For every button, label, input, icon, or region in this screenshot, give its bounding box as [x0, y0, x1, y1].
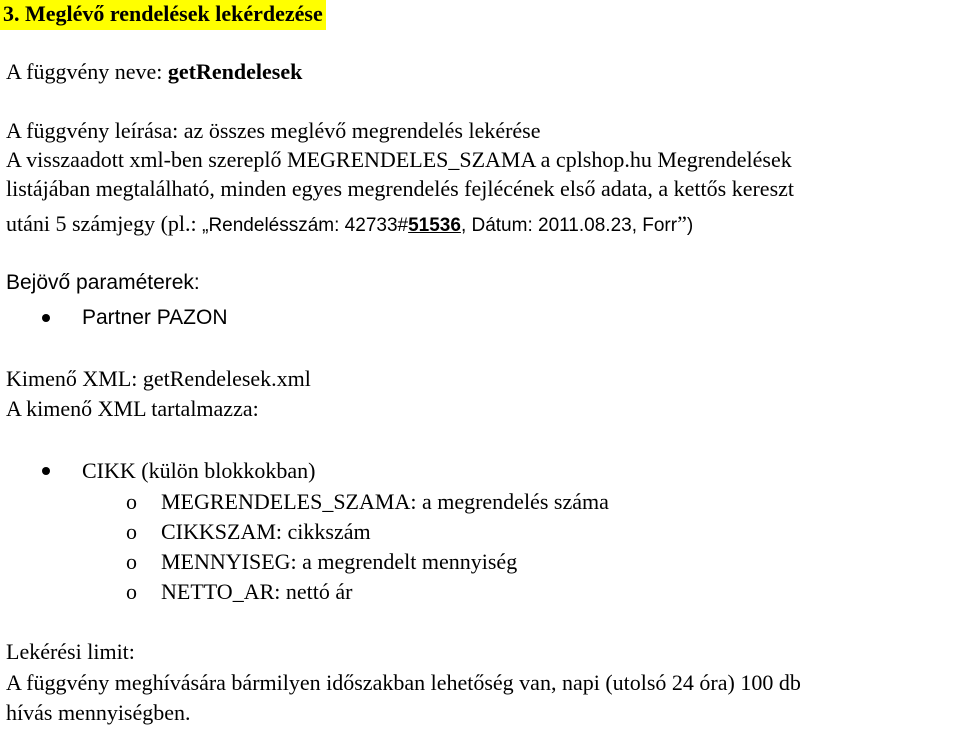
limit-label: Lekérési limit:: [6, 639, 135, 664]
sub-bullet-icon: o: [126, 519, 137, 544]
example-prefix: „Rendelésszám: 42733#: [202, 215, 409, 236]
example-order-number: 51536: [408, 215, 461, 236]
example-close-quote: ”: [677, 211, 687, 236]
returned-line-1: A visszaadott xml-ben szereplő MEGRENDELES_SZAMA a cplshop.hu Megrendelések: [6, 147, 792, 172]
input-params-label: Bejövő paraméterek:: [6, 271, 200, 294]
returned-line-3-text: utáni 5 számjegy (pl.:: [6, 211, 203, 236]
sub-bullet-icon: o: [126, 579, 137, 604]
cikk-label: CIKK (külön blokkokban): [82, 458, 316, 483]
section-heading: 3. Meglévő rendelések lekérdezése: [0, 0, 326, 30]
returned-line-3: [6, 210, 693, 240]
example-close-paren: ): [686, 215, 694, 236]
function-name-line: [6, 58, 302, 86]
sub-bullet-icon: o: [126, 489, 137, 514]
limit-line-1: A függvény meghívására bármilyen időszakban lehetőség van, napi (utolsó 24 óra) 100 db: [6, 670, 801, 695]
output-contains-line: A kimenő XML tartalmazza:: [6, 396, 259, 421]
bullet-icon: [42, 314, 50, 322]
cikk-field: NETTO_AR: nettó ár: [161, 579, 353, 604]
cikk-field: CIKKSZAM: cikkszám: [161, 519, 371, 544]
function-description: A függvény leírása: az összes meglévő megrendelés lekérése: [6, 118, 541, 143]
function-name-value: getRendelesek: [167, 59, 303, 84]
input-param-item: Partner PAZON: [82, 306, 228, 329]
cikk-field: MEGRENDELES_SZAMA: a megrendelés száma: [161, 489, 609, 514]
sub-bullet-icon: o: [126, 549, 137, 574]
output-xml-line: Kimenő XML: getRendelesek.xml: [6, 366, 311, 391]
cikk-field: MENNYISEG: a megrendelt mennyiség: [161, 549, 518, 574]
example-suffix: , Dátum: 2011.08.23, Forr: [460, 215, 678, 236]
returned-line-2: listájában megtalálható, minden egyes megrendelés fejlécének első adata, a kettős kereszt: [6, 176, 795, 201]
limit-line-2: hívás mennyiségben.: [6, 700, 191, 725]
bullet-icon: [42, 467, 50, 475]
function-name-label: A függvény neve:: [6, 59, 168, 84]
